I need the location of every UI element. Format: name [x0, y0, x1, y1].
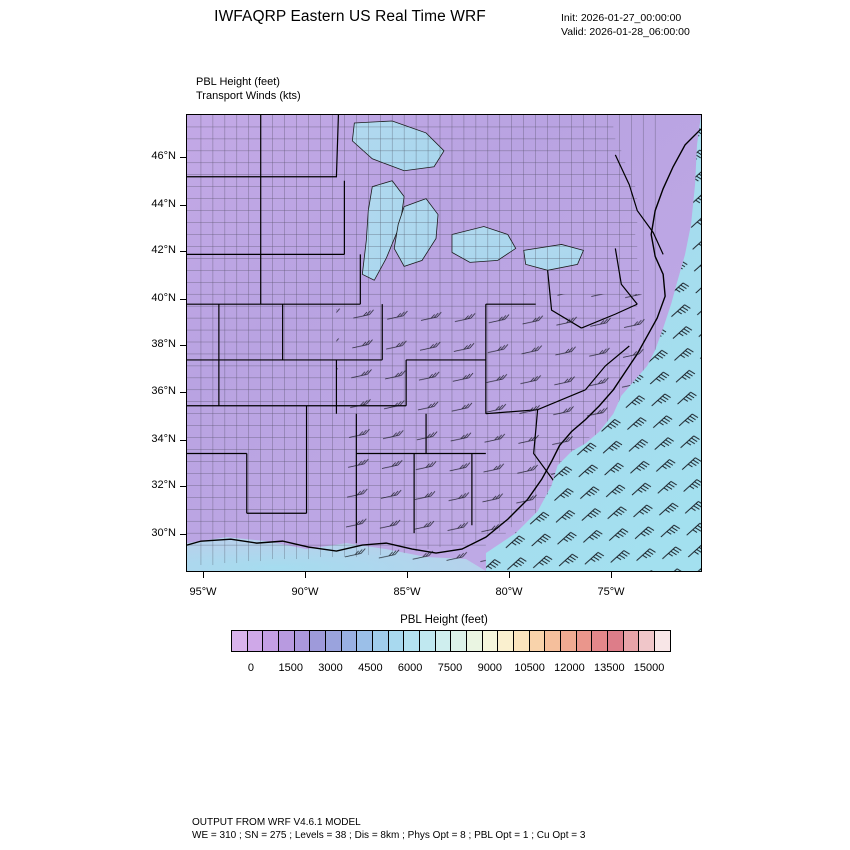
colorbar-tick-6000: 6000 — [397, 662, 423, 674]
colorbar-cell-13 — [436, 631, 452, 651]
colorbar-tick-3000: 3000 — [318, 662, 343, 674]
colorbar-tick-9000: 9000 — [477, 662, 503, 674]
colorbar-cell-0 — [232, 631, 248, 651]
colorbar-cell-16 — [483, 631, 499, 651]
y-tick-mark — [180, 534, 186, 535]
y-tick-mark — [180, 251, 186, 252]
y-axis-label-30n: 30°N — [151, 527, 176, 539]
colorbar-cell-14 — [451, 631, 467, 651]
colorbar-cell-7 — [342, 631, 358, 651]
x-axis-label-80w: 80°W — [495, 586, 523, 598]
colorbar-cell-19 — [530, 631, 546, 651]
x-axis-label-85w: 85°W — [393, 586, 421, 598]
colorbar-cell-2 — [263, 631, 279, 651]
footer-model-line: OUTPUT FROM WRF V4.6.1 MODEL — [192, 817, 361, 828]
colorbar-cell-12 — [420, 631, 436, 651]
y-tick-mark — [180, 205, 186, 206]
colorbar-cell-18 — [514, 631, 530, 651]
colorbar-cell-4 — [295, 631, 311, 651]
colorbar-cell-6 — [326, 631, 342, 651]
x-tick-mark — [509, 572, 510, 578]
colorbar-cell-26 — [639, 631, 655, 651]
colorbar-cell-27 — [655, 631, 670, 651]
x-tick-mark — [305, 572, 306, 578]
colorbar-cell-17 — [498, 631, 514, 651]
colorbar-cell-23 — [592, 631, 608, 651]
colorbar-cell-24 — [608, 631, 624, 651]
valid-time-label: Valid: 2026-01-28_06:00:00 — [561, 26, 690, 38]
colorbar-cell-5 — [310, 631, 326, 651]
x-tick-mark — [203, 572, 204, 578]
y-axis-label-32n: 32°N — [151, 479, 176, 491]
colorbar — [231, 630, 671, 652]
y-tick-mark — [180, 157, 186, 158]
x-axis-label-90w: 90°W — [291, 586, 319, 598]
y-axis-label-44n: 44°N — [151, 198, 176, 210]
y-axis-label-36n: 36°N — [151, 385, 176, 397]
colorbar-tick-10500: 10500 — [514, 662, 545, 674]
field-label-pbl-height: PBL Height (feet) — [196, 76, 280, 88]
y-axis-label-42n: 42°N — [151, 244, 176, 256]
colorbar-tick-1500: 1500 — [278, 662, 303, 674]
y-tick-mark — [180, 299, 186, 300]
colorbar-title: PBL Height (feet) — [400, 614, 488, 626]
colorbar-cell-1 — [248, 631, 264, 651]
y-tick-mark — [180, 486, 186, 487]
x-axis-label-75w: 75°W — [597, 586, 625, 598]
init-time-label: Init: 2026-01-27_00:00:00 — [561, 12, 682, 24]
y-axis-label-46n: 46°N — [151, 150, 176, 162]
colorbar-cell-20 — [545, 631, 561, 651]
colorbar-cell-8 — [357, 631, 373, 651]
y-axis-label-38n: 38°N — [151, 338, 176, 350]
x-tick-mark — [407, 572, 408, 578]
y-tick-mark — [180, 345, 186, 346]
colorbar-cell-15 — [467, 631, 483, 651]
map-svg — [187, 115, 701, 571]
y-tick-mark — [180, 440, 186, 441]
colorbar-tick-15000: 15000 — [633, 662, 665, 674]
y-axis-label-34n: 34°N — [151, 433, 176, 445]
colorbar-cell-9 — [373, 631, 389, 651]
colorbar-cell-25 — [624, 631, 640, 651]
colorbar-cell-21 — [561, 631, 577, 651]
footer-config-line: WE = 310 ; SN = 275 ; Levels = 38 ; Dis = 8km ; Phys Opt = 8 ; PBL Opt = 1 ; Cu Opt = 3 — [192, 830, 586, 841]
colorbar-ticks — [231, 662, 669, 678]
colorbar-tick-0: 0 — [247, 662, 254, 674]
y-axis-label-40n: 40°N — [151, 292, 176, 304]
colorbar-cell-10 — [389, 631, 405, 651]
field-label-transport-winds: Transport Winds (kts) — [196, 90, 301, 102]
colorbar-cell-11 — [404, 631, 420, 651]
x-axis-label-95w: 95°W — [189, 586, 217, 598]
colorbar-tick-4500: 4500 — [358, 662, 383, 674]
map-plot-area — [186, 114, 702, 572]
y-tick-mark — [180, 392, 186, 393]
page-title: IWFAQRP Eastern US Real Time WRF — [214, 8, 486, 25]
colorbar-tick-12000: 12000 — [554, 662, 585, 674]
colorbar-cell-22 — [577, 631, 593, 651]
colorbar-tick-7500: 7500 — [437, 662, 463, 674]
colorbar-tick-13500: 13500 — [593, 662, 625, 674]
x-tick-mark — [611, 572, 612, 578]
colorbar-cell-3 — [279, 631, 295, 651]
